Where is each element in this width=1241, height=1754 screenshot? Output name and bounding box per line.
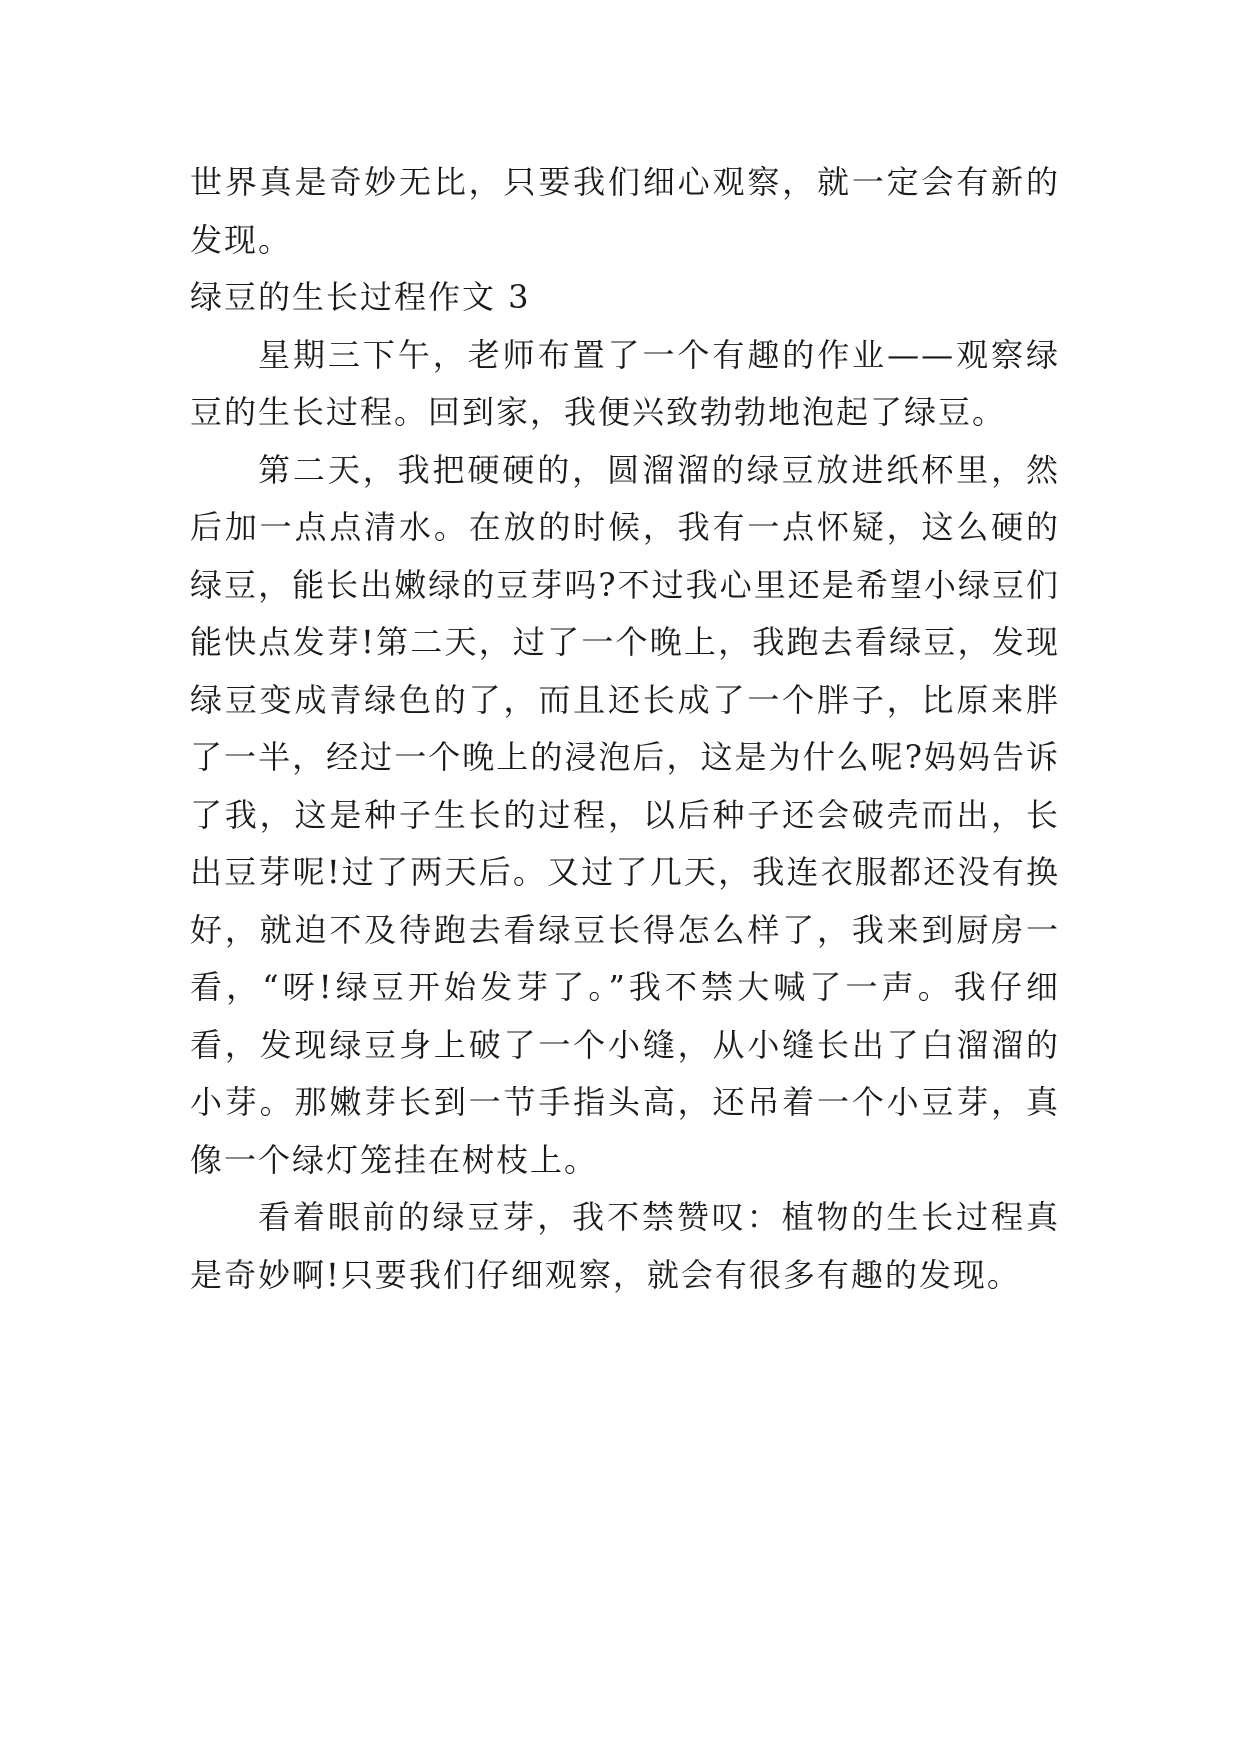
document-body	[190, 154, 1060, 1304]
section-title: 绿豆的生长过程作文 3	[190, 278, 531, 316]
paragraph-3: 看着眼前的绿豆芽，我不禁赞叹：植物的生长过程真是奇妙啊!只要我们仔细观察，就会有很多有趣的发现。	[190, 1198, 1060, 1294]
intro-paragraph: 世界真是奇妙无比，只要我们细心观察，就一定会有新的发现。	[190, 163, 1060, 259]
paragraph-2: 第二天，我把硬硬的，圆溜溜的绿豆放进纸杯里，然后加一点点清水。在放的时候，我有一点怀疑，这么硬的绿豆，能长出嫩绿的豆芽吗?不过我心里还是希望小绿豆们能快点发芽!第二天，过了一个晚上，我跑去看绿豆，发现绿豆变成青绿色的了，而且还长成了一个胖子，比原来胖了一半，经过一个晚上的浸泡后，这是为什么呢?妈妈告诉了我，这是种子生长的过程，以后种子还会破壳而出，长出豆芽呢!过了两天后。又过了几天，我连衣服都还没有换好，就迫不及待跑去看绿豆长得怎么样了，我来到厨房一看，“呀!绿豆开始发芽了。”我不禁大喊了一声。我仔细看，发现绿豆身上破了一个小缝，从小缝长出了白溜溜的小芽。那嫩芽长到一节手指头高，还吊着一个小豆芽，真像一个绿灯笼挂在树枝上。	[190, 450, 1060, 1179]
paragraph-1: 星期三下午，老师布置了一个有趣的作业——观察绿豆的生长过程。回到家，我便兴致勃勃地泡起了绿豆。	[190, 335, 1060, 431]
